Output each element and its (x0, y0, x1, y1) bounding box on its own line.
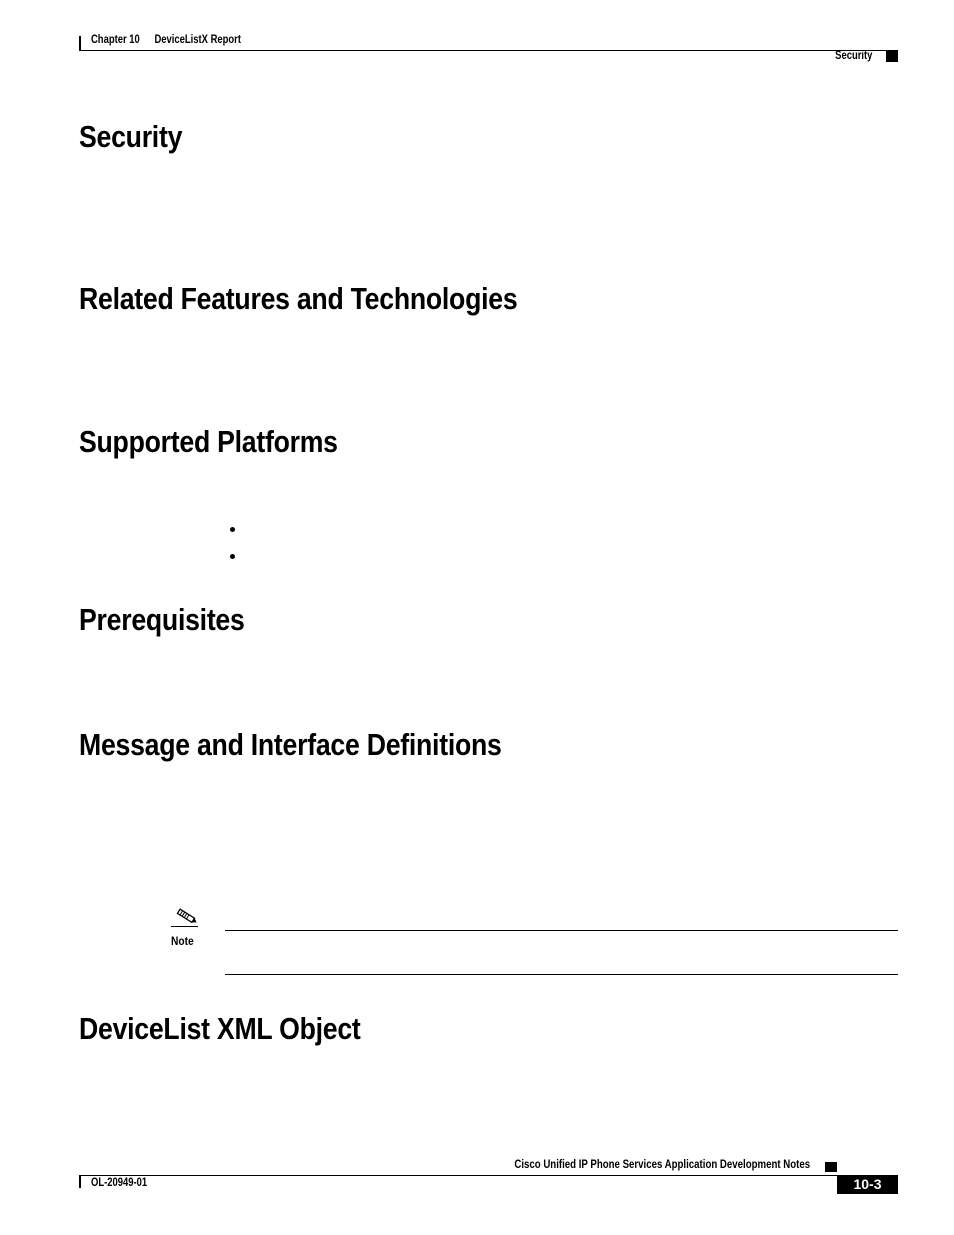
heading-supported-platforms: Supported Platforms (79, 424, 338, 459)
footer-doc-number: OL-20949-01 (91, 1177, 148, 1189)
note-underline (171, 926, 198, 927)
header-chapter (91, 34, 241, 46)
header-rule (79, 50, 898, 51)
pencil-note-icon (175, 907, 199, 927)
heading-related-features: Related Features and Technologies (79, 281, 518, 316)
note-top-rule (225, 930, 898, 931)
note-label: Note (171, 934, 194, 948)
heading-devicelist-xml-object: DeviceList XML Object (79, 1011, 361, 1046)
footer-left-rule (79, 1175, 81, 1188)
header-chapter-title: DeviceListX Report (154, 34, 241, 46)
header-section-label: Security (834, 50, 872, 62)
footer-book-title: Cisco Unified IP Phone Services Application Development Notes (514, 1159, 810, 1171)
heading-security: Security (79, 119, 183, 154)
footer-page-number: 10-3 (837, 1175, 898, 1194)
heading-prerequisites: Prerequisites (79, 602, 245, 637)
header-marker-block (886, 51, 898, 62)
header-chapter-number: Chapter 10 (91, 34, 140, 46)
footer-marker-block (825, 1162, 837, 1172)
heading-message-interface-definitions: Message and Interface Definitions (79, 727, 502, 762)
bullet-marker (230, 554, 235, 559)
bullet-marker (230, 527, 235, 532)
header-left-rule (79, 36, 81, 51)
note-bottom-rule (225, 974, 898, 975)
footer-rule (79, 1175, 837, 1176)
